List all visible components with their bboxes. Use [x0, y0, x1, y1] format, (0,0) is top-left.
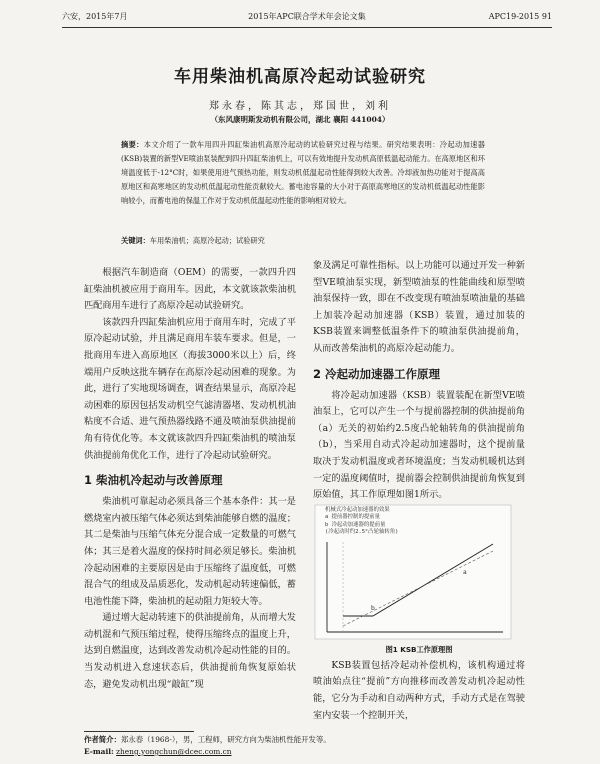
ksb-figure	[313, 504, 525, 658]
legend-line-1: 机械式冷起动加速器的效果	[325, 506, 390, 513]
right-column	[313, 258, 525, 724]
abstract	[121, 138, 485, 208]
continued-paragraph: 象及满足可靠性指标。以上功能可以通过开发一种新型VE喷油泵实现，新型喷油泵的性能曲线和原型喷油泵保持一致，即在不改变现有喷油泵喷油量的基础上加装冷起动加速器（KSB）装置，通过加装的KSB装置来调整低温条件下的喷油泵供油提前角，从而改善柴油机的高原冷起动能力。	[313, 260, 525, 354]
authors: 郑永春，陈其志，郑国世，刘利	[209, 101, 391, 112]
author-footnote	[84, 734, 524, 758]
keywords-text: 车用柴油机；高原冷起动；试验研究	[149, 236, 265, 245]
legend-line-4: (冷起动时约2.5°凸轮轴转角)	[325, 528, 399, 535]
section-2-paragraph: 将冷起动加速器（KSB）装置装配在新型VE喷油泵上，它可以产生一个与提前器控制的供油提前角（a）无关的初始约2.5度凸轮轴转角的供油提前角（b），当采用自动式冷起动加速器时，这个提前量取决于发动机温度或者环境温度；当发动机暖机达到一定的温度阈值时，提前器会控制供油提前角恢复到原始值，其工作原理如图1所示。	[313, 389, 525, 501]
email-label: E-mail:	[84, 747, 114, 756]
abstract-text: 本文介绍了一款车用四升四缸柴油机高原冷起动的试验研究过程与结果。研究结果表明：冷起动加速器(KSB)装置的新型VE喷油泵装配到四升四缸柴油机上，可以有效地提升发动机高原低温起动能力。在高原地区和环境温度低于-12°C时，如果使用进气预热功能，则发动机低温起动性能得到较大改善。冷却液加热功能对于提高高原地区和高寒地区的发动机低温起动性能贡献较大。蓄电池容量的大小对于高原高寒地区的发动机低温起动性能影响较小，而蓄电池的保温工作对于发动机低温起动性能的影响相对较大。	[121, 140, 485, 206]
header-center: 2015年APC联合学术年会论文集	[248, 12, 366, 21]
footnote-label: 作者简介：	[84, 735, 121, 744]
section-1-paragraph-2: 通过增大起动转速下的供油提前角，从而增大发动机混和气预压缩过程，使得压缩终点的温度上升，达到自燃温度，达到改善发动机冷起动性能的目的。当发动机进入怠速状态后，供油提前角恢复原始状态，避免发动机出现“敲缸”现	[84, 612, 296, 690]
footnote-text: 郑永春（1968-），男，工程师，研究方向为柴油机性能开发等。	[120, 735, 331, 744]
section-1-paragraph-1: 柴油机可靠起动必须具备三个基本条件：其一是燃烧室内被压缩气体必须达到柴油能够自燃的温度；其二是柴油与压缩气体充分混合成一定数量的可燃气体；其三是着火温度的保持时间必须足够长。柴油机冷起动困难的主要原因是由于压缩终了温度低，可燃混合气的组成及品质恶化，发动机起动转速偏低，蓄电池性能下降，柴油机的起动阻力矩较大等。	[84, 496, 296, 607]
affiliation: （东风康明斯发动机有限公司，湖北 襄阳 441004）	[210, 115, 390, 124]
legend-line-3: b 冷起动加速器的提前量	[325, 521, 386, 528]
legend-line-2: a 提前器控制的提前量	[325, 514, 381, 521]
author-email[interactable]: zheng.yongchun@dcec.com.cn	[116, 747, 232, 756]
abstract-label: 摘要：	[121, 140, 144, 149]
section-1-heading: 1 柴油机冷起动与改善原理	[84, 473, 223, 488]
section-2-heading: 2 冷起动加速器工作原理	[313, 366, 441, 381]
keywords-label: 关键词：	[121, 236, 150, 245]
after-figure-paragraph: KSB装置包括冷起动补偿机构，该机构通过将喷油始点往“提前”方向推移而改善发动机冷起动性能，它分为手动和自动两种方式，手动方式是在驾驶室内安装一个控制开关，	[313, 659, 525, 721]
running-header	[62, 7, 552, 28]
label-b: b	[371, 604, 375, 612]
intro-paragraph-1: 根据汽车制造商（OEM）的需要，一款四升四缸柴油机被应用于商用车。因此，本文就该款柴油机匹配商用车进行了高原冷起动试验研究。	[84, 267, 296, 312]
header-right: APC19-2015 91	[488, 12, 552, 21]
intro-paragraph-2: 该款四升四缸柴油机应用于商用车时，完成了平原冷起动试验，并且满足商用车装车要求。但是，一批商用车进入高原地区（海拔3000米以上）后，终端用户反映这批车辆存在高原冷起动困难的现象。为此，进行了实地现场调查，调查结果显示，高原冷起动困难的原因包括发动机空气滤清器堵、发动机机油粘度不合适、进气预热器线路不通及喷油泵供油提前角有待优化等。本文就该款四升四缸柴油机的喷油泵供油提前角优化工作，进行了冷起动试验研究。	[84, 316, 296, 461]
footnote-rule	[84, 731, 194, 732]
label-a: a	[463, 568, 467, 576]
figure-legend	[325, 507, 398, 537]
figure-caption: 图1 KSB工作原理图	[385, 644, 453, 654]
keywords	[121, 235, 485, 247]
paper-title: 车用柴油机高原冷起动试验研究	[174, 67, 426, 87]
header-left: 六安，2015年7月	[62, 12, 128, 21]
left-column	[84, 265, 296, 693]
